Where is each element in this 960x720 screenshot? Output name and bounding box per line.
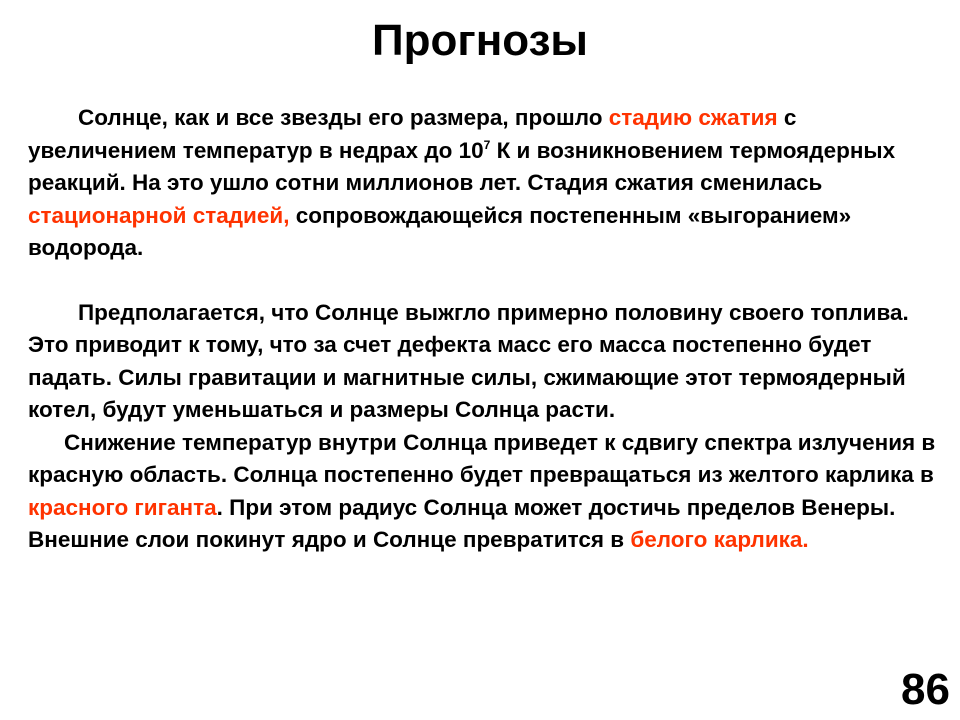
exponent-superscript: 7 [483, 137, 491, 152]
highlight-red-giant: красного гиганта [28, 494, 217, 520]
paragraph-future-evolution [28, 427, 938, 557]
slide-title: Прогнозы [371, 16, 589, 65]
p1-text-3: К и возникновением термоядерных реакций. На это ушло сотни миллионов лет. Стадия сжатия сменилась [28, 137, 896, 195]
page-number: 86 [901, 665, 950, 714]
slide-body [28, 102, 938, 557]
paragraph-fuel-burn: Предполагается, что Солнце выжгло примерно половину своего топлива. Это приводит к тому, что за счет дефекта масс его масса постепенно будет падать. Силы гравитации и магнитные силы, сжимающие этот термоядерный котел, будут уменьшаться и размеры Солнца расти. [28, 299, 909, 422]
p1-text-2: с увеличением температур в недрах до 10 [28, 105, 797, 163]
p1-text-1: Солнце, как и все звезды его размера, прошло [78, 105, 609, 130]
p1-text-4: сопровождающейся постепенным «выгоранием» водорода. [28, 202, 852, 260]
highlight-white-dwarf: белого карлика. [630, 527, 809, 552]
highlight-contraction-stage: стадию сжатия [608, 105, 778, 130]
p3-text-1: Снижение температур внутри Солнца приведет к сдвигу спектра излучения в красную область. Солнца постепенно будет превращаться из желтого карлика в [28, 429, 936, 487]
highlight-stationary-stage: стационарной стадией, [28, 202, 290, 228]
p3-text-2: . При этом радиус Солнца может достичь пределов Венеры. Внешние слои покинут ядро и Солнце превратится в [28, 494, 896, 552]
paragraph-contraction-stage [28, 102, 938, 265]
